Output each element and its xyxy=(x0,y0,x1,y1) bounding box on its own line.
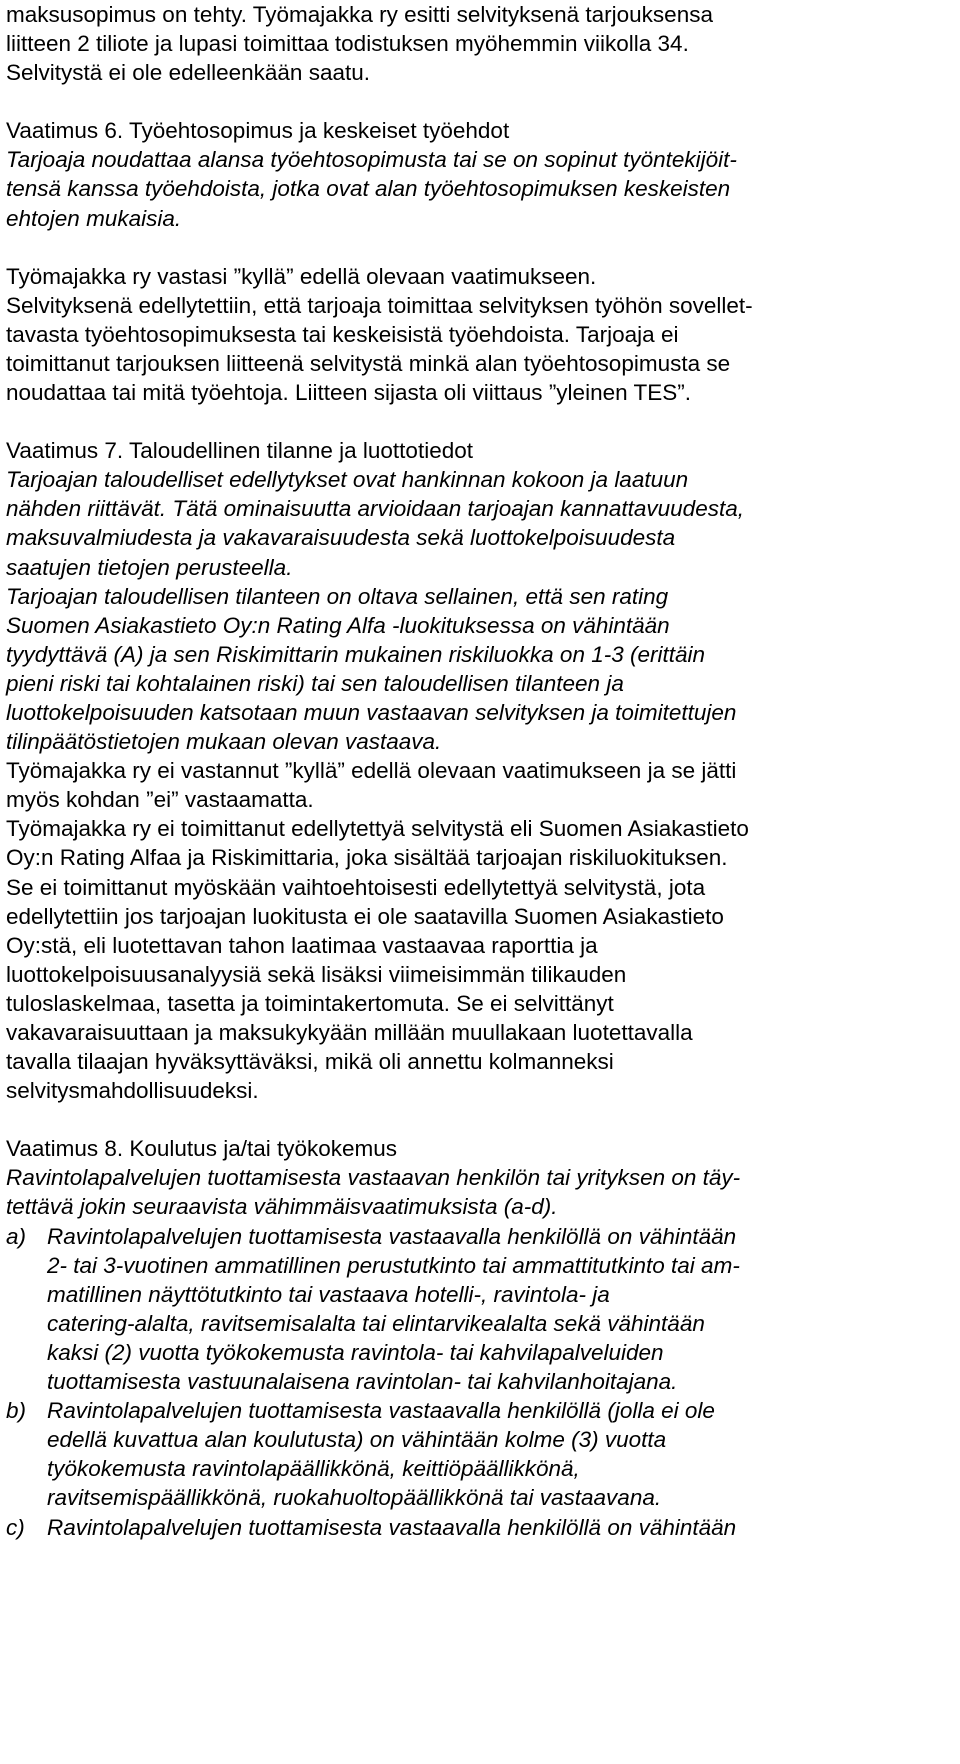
requirement-line: tettävä jokin seuraavista vähimmäisvaatimuksista (a-d). xyxy=(6,1194,558,1220)
requirement-line: Tarjoajan taloudelliset edellytykset ovat hankinnan kokoon ja laatuun xyxy=(6,467,689,493)
requirement-line: ehtojen mukaisia. xyxy=(6,205,182,231)
text-line: liitteen 2 tiliote ja lupasi toimittaa todistuksen myöhemmin viikolla 34. xyxy=(6,31,689,57)
response-line: Oy:stä, eli luotettavan tahon laatimaa vastaavaa raporttia ja xyxy=(6,932,598,958)
list-item-line: edellä kuvattua alan koulutusta) on vähintään kolme (3) vuotta xyxy=(47,1427,667,1453)
response-line: Työmajakka ry ei vastannut ”kyllä” edellä olevaan vaatimukseen ja se jätti xyxy=(6,758,737,784)
requirement-line: Ravintolapalvelujen tuottamisesta vastaavan henkilön tai yrityksen on täy- xyxy=(6,1165,741,1191)
response-line: luottokelpoisuusanalyysiä sekä lisäksi viimeisimmän tilikauden xyxy=(6,961,627,987)
list-item-label: c) xyxy=(6,1514,25,1540)
response-line: Työmajakka ry ei toimittanut edellytettyä selvitystä eli Suomen Asiakastieto xyxy=(6,816,749,842)
list-item-line: Ravintolapalvelujen tuottamisesta vastaavalla henkilöllä on vähintään xyxy=(47,1223,737,1249)
response-line: tavasta työehtosopimuksesta tai keskeisistä työehdoista. Tarjoaja ei xyxy=(6,321,679,347)
requirement-line: luottokelpoisuuden katsotaan muun vastaavan selvityksen ja toimitettujen xyxy=(6,699,737,725)
section-vaatimus-8 xyxy=(6,1134,948,1541)
section-heading: Vaatimus 8. Koulutus ja/tai työkokemus xyxy=(6,1136,398,1162)
response-line: Oy:n Rating Alfaa ja Riskimittaria, joka sisältää tarjoajan riskiluokituksen. xyxy=(6,845,728,871)
response-line: noudattaa tai mitä työehtoja. Liitteen sijasta oli viittaus ”yleinen TES”. xyxy=(6,380,691,406)
requirement-line: nähden riittävät. Tätä ominaisuutta arvioidaan tarjoajan kannattavuudesta, xyxy=(6,496,744,522)
requirement-line: tensä kanssa työehdoista, jotka ovat alan työehtosopimuksen keskeisten xyxy=(6,176,731,202)
intro-paragraph xyxy=(6,0,948,87)
list-item-line: Ravintolapalvelujen tuottamisesta vastaavalla henkilöllä (jolla ei ole xyxy=(47,1398,715,1424)
list-item-line: ravitsemispäällikkönä, ruokahuoltopäällikkönä tai vastaavana. xyxy=(47,1485,662,1511)
requirement-line: Tarjoaja noudattaa alansa työehtosopimusta tai se on sopinut työntekijöit- xyxy=(6,147,737,173)
requirement-line: pieni riski tai kohtalainen riski) tai sen taloudellisen tilanteen ja xyxy=(6,670,624,696)
response-line: tavalla tilaajan hyväksyttäväksi, mikä oli annettu kolmanneksi xyxy=(6,1049,614,1075)
section-vaatimus-6 xyxy=(6,116,948,407)
response-line: toimittanut tarjouksen liitteenä selvitystä minkä alan työehtosopimusta se xyxy=(6,350,731,376)
list-item-line: Ravintolapalvelujen tuottamisesta vastaavalla henkilöllä on vähintään xyxy=(47,1514,737,1540)
requirement-line: tyydyttävä (A) ja sen Riskimittarin mukainen riskiluokka on 1-3 (erittäin xyxy=(6,641,706,667)
requirement-line: Suomen Asiakastieto Oy:n Rating Alfa -luokituksessa on vähintään xyxy=(6,612,670,638)
response-line: tuloslaskelmaa, tasetta ja toimintakertomuta. Se ei selvittänyt xyxy=(6,990,614,1016)
response-line: Se ei toimittanut myöskään vaihtoehtoisesti edellytettyä selvitystä, jota xyxy=(6,874,706,900)
list-item-label: a) xyxy=(6,1223,27,1249)
list-item-line: kaksi (2) vuotta työkokemusta ravintola- tai kahvilapalveluiden xyxy=(47,1339,664,1365)
response-line: vakavaraisuuttaan ja maksukykyään millään muullakaan luotettavalla xyxy=(6,1020,693,1045)
text-line: Selvitystä ei ole edelleenkään saatu. xyxy=(6,60,370,86)
response-line: Työmajakka ry vastasi ”kyllä” edellä olevaan vaatimukseen. xyxy=(6,263,597,289)
response-line: myös kohdan ”ei” vastaamatta. xyxy=(6,787,314,813)
response-line: selvitysmahdollisuudeksi. xyxy=(6,1078,259,1104)
list-item-line: matillinen näyttötutkinto tai vastaava hotelli-, ravintola- ja xyxy=(47,1281,610,1307)
list-item xyxy=(6,1222,948,1397)
requirement-line: maksuvalmiudesta ja vakavaraisuudesta sekä luottokelpoisuudesta xyxy=(6,525,676,551)
list-item-line: työkokemusta ravintolapäällikkönä, keittiöpäällikkönä, xyxy=(47,1456,580,1482)
section-heading: Vaatimus 7. Taloudellinen tilanne ja luottotiedot xyxy=(6,438,473,464)
list-item-line: catering-alalta, ravitsemisalalta tai elintarvikealalta sekä vähintään xyxy=(47,1310,705,1336)
section-vaatimus-7 xyxy=(6,436,948,1105)
list-item xyxy=(6,1396,948,1512)
list-item-line: 2- tai 3-vuotinen ammatillinen perustutkinto tai ammattitutkinto tai am- xyxy=(47,1252,740,1278)
response-line: edellytettiin jos tarjoajan luokitusta ei ole saatavilla Suomen Asiakastieto xyxy=(6,903,724,929)
list-item-line: tuottamisesta vastuunalaisena ravintolan- tai kahvilanhoitajana. xyxy=(47,1369,678,1395)
list-item xyxy=(6,1513,948,1542)
text-line: maksusopimus on tehty. Työmajakka ry esitti selvityksenä tarjouksensa xyxy=(6,2,713,27)
section-heading: Vaatimus 6. Työehtosopimus ja keskeiset työehdot xyxy=(6,118,510,144)
requirement-line: tilinpäätöstietojen mukaan olevan vastaava. xyxy=(6,729,442,755)
response-line: Selvityksenä edellytettiin, että tarjoaja toimittaa selvityksen työhön sovellet- xyxy=(6,292,753,318)
requirement-line: saatujen tietojen perusteella. xyxy=(6,554,293,580)
requirement-line: Tarjoajan taloudellisen tilanteen on oltava sellainen, että sen rating xyxy=(6,583,669,609)
list-item-label: b) xyxy=(6,1398,27,1424)
